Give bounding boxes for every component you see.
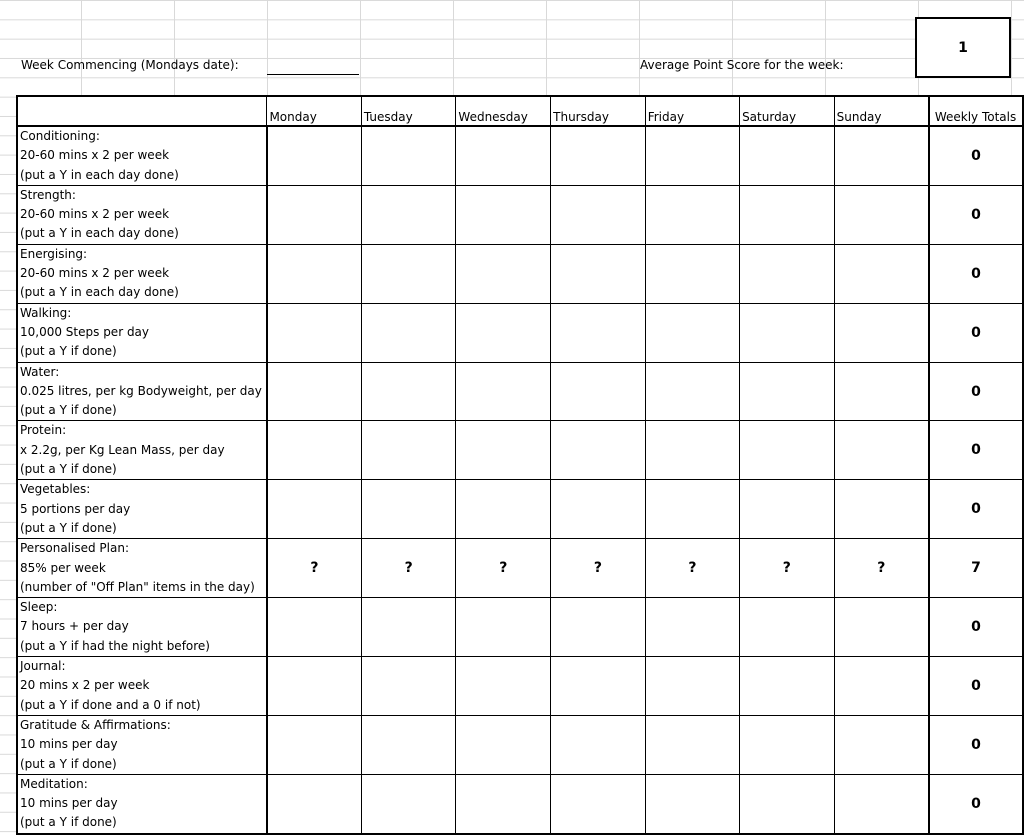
- day-cell-friday[interactable]: [645, 185, 739, 244]
- weekly-total-cell[interactable]: 0: [929, 126, 1023, 185]
- day-cell-sunday[interactable]: [834, 185, 929, 244]
- day-cell-sunday[interactable]: [834, 126, 929, 185]
- table-row: [17, 715, 1023, 774]
- row-label-instruction: (put a Y if done): [20, 344, 117, 359]
- day-cell-sunday[interactable]: [834, 244, 929, 303]
- day-cell-sunday[interactable]: [834, 598, 929, 657]
- weekly-tracker-table: [16, 95, 1024, 835]
- row-label[interactable]: [17, 657, 267, 716]
- weekly-total-cell[interactable]: 0: [929, 244, 1023, 303]
- day-cell-thursday[interactable]: [551, 774, 646, 833]
- table-row: [17, 598, 1023, 657]
- day-cell-tuesday[interactable]: [361, 480, 455, 539]
- day-cell-friday[interactable]: [645, 362, 739, 421]
- row-label[interactable]: [17, 244, 267, 303]
- weekly-total-cell[interactable]: 0: [929, 480, 1023, 539]
- table-row: [17, 539, 1023, 598]
- day-cell-saturday[interactable]: ?: [740, 539, 835, 598]
- weekly-total-cell[interactable]: 0: [929, 715, 1023, 774]
- table-row: [17, 480, 1023, 539]
- day-cell-monday[interactable]: [267, 598, 361, 657]
- day-cell-monday[interactable]: [267, 244, 361, 303]
- day-cell-sunday[interactable]: [834, 480, 929, 539]
- day-cell-monday[interactable]: ?: [267, 539, 361, 598]
- day-cell-monday[interactable]: [267, 774, 361, 833]
- day-cell-tuesday[interactable]: ?: [361, 539, 455, 598]
- day-cell-sunday[interactable]: ?: [834, 539, 929, 598]
- day-cell-sunday[interactable]: [834, 715, 929, 774]
- day-cell-tuesday[interactable]: [361, 598, 455, 657]
- corner-cell[interactable]: [17, 96, 267, 126]
- row-label[interactable]: [17, 362, 267, 421]
- row-label[interactable]: [17, 303, 267, 362]
- day-cell-saturday[interactable]: [740, 362, 835, 421]
- day-cell-saturday[interactable]: [740, 774, 835, 833]
- row-label-instruction: (number of "Off Plan" items in the day): [20, 579, 255, 594]
- day-cell-friday[interactable]: [645, 774, 739, 833]
- day-cell-tuesday[interactable]: [361, 774, 455, 833]
- day-cell-thursday[interactable]: [551, 126, 646, 185]
- row-label-name: Conditioning:: [20, 129, 100, 143]
- row-label-name: Personalised Plan:: [20, 541, 129, 556]
- day-cell-wednesday[interactable]: [456, 126, 551, 185]
- day-cell-thursday[interactable]: [551, 362, 646, 421]
- week-commencing-label: Week Commencing (Mondays date):: [21, 58, 239, 72]
- day-cell-sunday[interactable]: [834, 421, 929, 480]
- day-cell-monday[interactable]: [267, 126, 361, 185]
- day-cell-friday[interactable]: [645, 303, 739, 362]
- row-label[interactable]: [17, 421, 267, 480]
- weekly-total-cell[interactable]: 7: [929, 539, 1023, 598]
- column-header-saturday[interactable]: Saturday: [740, 96, 835, 126]
- day-cell-saturday[interactable]: [740, 421, 835, 480]
- day-cell-saturday[interactable]: [740, 126, 835, 185]
- day-cell-friday[interactable]: [645, 480, 739, 539]
- day-cell-wednesday[interactable]: [456, 715, 551, 774]
- row-label-name: Strength:: [20, 187, 76, 202]
- row-label-instruction: (put a Y in each day done): [20, 226, 179, 241]
- row-label-instruction: (put a Y in each day done): [20, 167, 179, 182]
- table-row: [17, 774, 1023, 833]
- column-header-wednesday[interactable]: Wednesday: [456, 96, 551, 126]
- day-cell-sunday[interactable]: [834, 774, 929, 833]
- day-cell-tuesday[interactable]: [361, 185, 455, 244]
- day-cell-tuesday[interactable]: [361, 126, 455, 185]
- weekly-total-cell[interactable]: 0: [929, 774, 1023, 833]
- row-label[interactable]: [17, 715, 267, 774]
- day-cell-tuesday[interactable]: [361, 657, 455, 716]
- day-cell-saturday[interactable]: [740, 715, 835, 774]
- row-label-target: 10 mins per day: [20, 737, 118, 752]
- row-label-name: Sleep:: [20, 600, 58, 615]
- day-cell-thursday[interactable]: [551, 657, 646, 716]
- day-cell-monday[interactable]: [267, 657, 361, 716]
- row-label-target: 85% per week: [20, 560, 106, 575]
- day-cell-saturday[interactable]: [740, 185, 835, 244]
- weekly-total-cell[interactable]: 0: [929, 598, 1023, 657]
- row-label-target: 0.025 litres, per kg Bodyweight, per day: [20, 383, 262, 398]
- row-label-target: 20-60 mins x 2 per week: [20, 207, 170, 222]
- row-label[interactable]: [17, 598, 267, 657]
- row-label-name: Meditation:: [20, 776, 88, 791]
- row-label-name: Vegetables:: [20, 482, 91, 497]
- day-cell-saturday[interactable]: [740, 303, 835, 362]
- day-cell-tuesday[interactable]: [361, 303, 455, 362]
- day-cell-thursday[interactable]: [551, 480, 646, 539]
- weekly-total-cell[interactable]: 0: [929, 303, 1023, 362]
- row-label-instruction: (put a Y if done and a 0 if not): [20, 697, 201, 712]
- day-cell-monday[interactable]: [267, 185, 361, 244]
- column-header-friday[interactable]: Friday: [645, 96, 739, 126]
- table-row: [17, 185, 1023, 244]
- day-cell-thursday[interactable]: [551, 715, 646, 774]
- day-cell-friday[interactable]: [645, 657, 739, 716]
- day-cell-wednesday[interactable]: [456, 598, 551, 657]
- row-label-target: 5 portions per day: [20, 501, 131, 516]
- day-cell-wednesday[interactable]: [456, 774, 551, 833]
- table-row: [17, 421, 1023, 480]
- header-row: [17, 96, 1023, 126]
- row-label-name: Walking:: [20, 305, 72, 320]
- row-label-target: 20-60 mins x 2 per week: [20, 266, 170, 281]
- row-label-instruction: (put a Y if done): [20, 520, 117, 535]
- row-label-instruction: (put a Y if done): [20, 462, 117, 477]
- day-cell-saturday[interactable]: [740, 657, 835, 716]
- weekly-total-cell[interactable]: 0: [929, 362, 1023, 421]
- table-row: [17, 126, 1023, 185]
- day-cell-wednesday[interactable]: [456, 657, 551, 716]
- column-header-monday[interactable]: Monday: [267, 96, 361, 126]
- row-label-instruction: (put a Y if done): [20, 403, 117, 418]
- day-cell-friday[interactable]: [645, 715, 739, 774]
- day-cell-friday[interactable]: [645, 421, 739, 480]
- column-header-sunday[interactable]: Sunday: [834, 96, 929, 126]
- day-cell-wednesday[interactable]: ?: [456, 539, 551, 598]
- row-label-name: Journal:: [20, 659, 66, 674]
- row-label-name: Protein:: [20, 423, 67, 438]
- day-cell-monday[interactable]: [267, 362, 361, 421]
- week-commencing-input[interactable]: [267, 56, 359, 75]
- row-label-target: x 2.2g, per Kg Lean Mass, per day: [20, 442, 225, 457]
- row-label-target: 10,000 Steps per day: [20, 324, 150, 339]
- day-cell-friday[interactable]: [645, 244, 739, 303]
- day-cell-thursday[interactable]: [551, 185, 646, 244]
- day-cell-wednesday[interactable]: [456, 480, 551, 539]
- day-cell-sunday[interactable]: [834, 362, 929, 421]
- day-cell-wednesday[interactable]: [456, 362, 551, 421]
- row-label[interactable]: [17, 126, 267, 185]
- day-cell-tuesday[interactable]: [361, 715, 455, 774]
- row-label-target: 7 hours + per day: [20, 619, 129, 634]
- day-cell-saturday[interactable]: [740, 480, 835, 539]
- weekly-total-cell[interactable]: 0: [929, 185, 1023, 244]
- day-cell-saturday[interactable]: [740, 598, 835, 657]
- average-score-label: Average Point Score for the week:: [640, 58, 844, 72]
- column-header-thursday[interactable]: Thursday: [551, 96, 646, 126]
- row-label-name: Water:: [20, 364, 60, 379]
- row-label-target: 10 mins per day: [20, 796, 118, 811]
- row-label[interactable]: [17, 185, 267, 244]
- day-cell-friday[interactable]: ?: [645, 539, 739, 598]
- day-cell-wednesday[interactable]: [456, 303, 551, 362]
- day-cell-wednesday[interactable]: [456, 244, 551, 303]
- weekly-total-cell[interactable]: 0: [929, 657, 1023, 716]
- day-cell-tuesday[interactable]: [361, 244, 455, 303]
- day-cell-saturday[interactable]: [740, 244, 835, 303]
- day-cell-monday[interactable]: [267, 303, 361, 362]
- average-score-value[interactable]: 1: [915, 17, 1011, 78]
- day-cell-wednesday[interactable]: [456, 185, 551, 244]
- day-cell-friday[interactable]: [645, 598, 739, 657]
- day-cell-tuesday[interactable]: [361, 421, 455, 480]
- day-cell-tuesday[interactable]: [361, 362, 455, 421]
- day-cell-thursday[interactable]: ?: [551, 539, 646, 598]
- row-label-instruction: (put a Y if had the night before): [20, 638, 210, 653]
- row-label-name: Gratitude & Affirmations:: [20, 717, 171, 732]
- day-cell-sunday[interactable]: [834, 303, 929, 362]
- table-row: [17, 303, 1023, 362]
- day-cell-monday[interactable]: [267, 480, 361, 539]
- day-cell-friday[interactable]: [645, 126, 739, 185]
- column-header-tuesday[interactable]: Tuesday: [361, 96, 455, 126]
- table-row: [17, 657, 1023, 716]
- row-label[interactable]: [17, 480, 267, 539]
- day-cell-sunday[interactable]: [834, 657, 929, 716]
- day-cell-thursday[interactable]: [551, 244, 646, 303]
- day-cell-wednesday[interactable]: [456, 421, 551, 480]
- day-cell-thursday[interactable]: [551, 421, 646, 480]
- table-row: [17, 362, 1023, 421]
- table-row: [17, 244, 1023, 303]
- column-header-weekly-totals[interactable]: Weekly Totals: [929, 96, 1023, 126]
- row-label[interactable]: [17, 539, 267, 598]
- row-label-name: Energising:: [20, 246, 88, 261]
- day-cell-thursday[interactable]: [551, 598, 646, 657]
- row-label-instruction: (put a Y if done): [20, 815, 117, 830]
- row-label-instruction: (put a Y in each day done): [20, 285, 179, 300]
- row-label-target: 20-60 mins x 2 per week: [20, 148, 170, 163]
- weekly-total-cell[interactable]: 0: [929, 421, 1023, 480]
- day-cell-monday[interactable]: [267, 421, 361, 480]
- row-label[interactable]: [17, 774, 267, 833]
- day-cell-monday[interactable]: [267, 715, 361, 774]
- row-label-instruction: (put a Y if done): [20, 756, 117, 771]
- day-cell-thursday[interactable]: [551, 303, 646, 362]
- row-label-target: 20 mins x 2 per week: [20, 678, 150, 693]
